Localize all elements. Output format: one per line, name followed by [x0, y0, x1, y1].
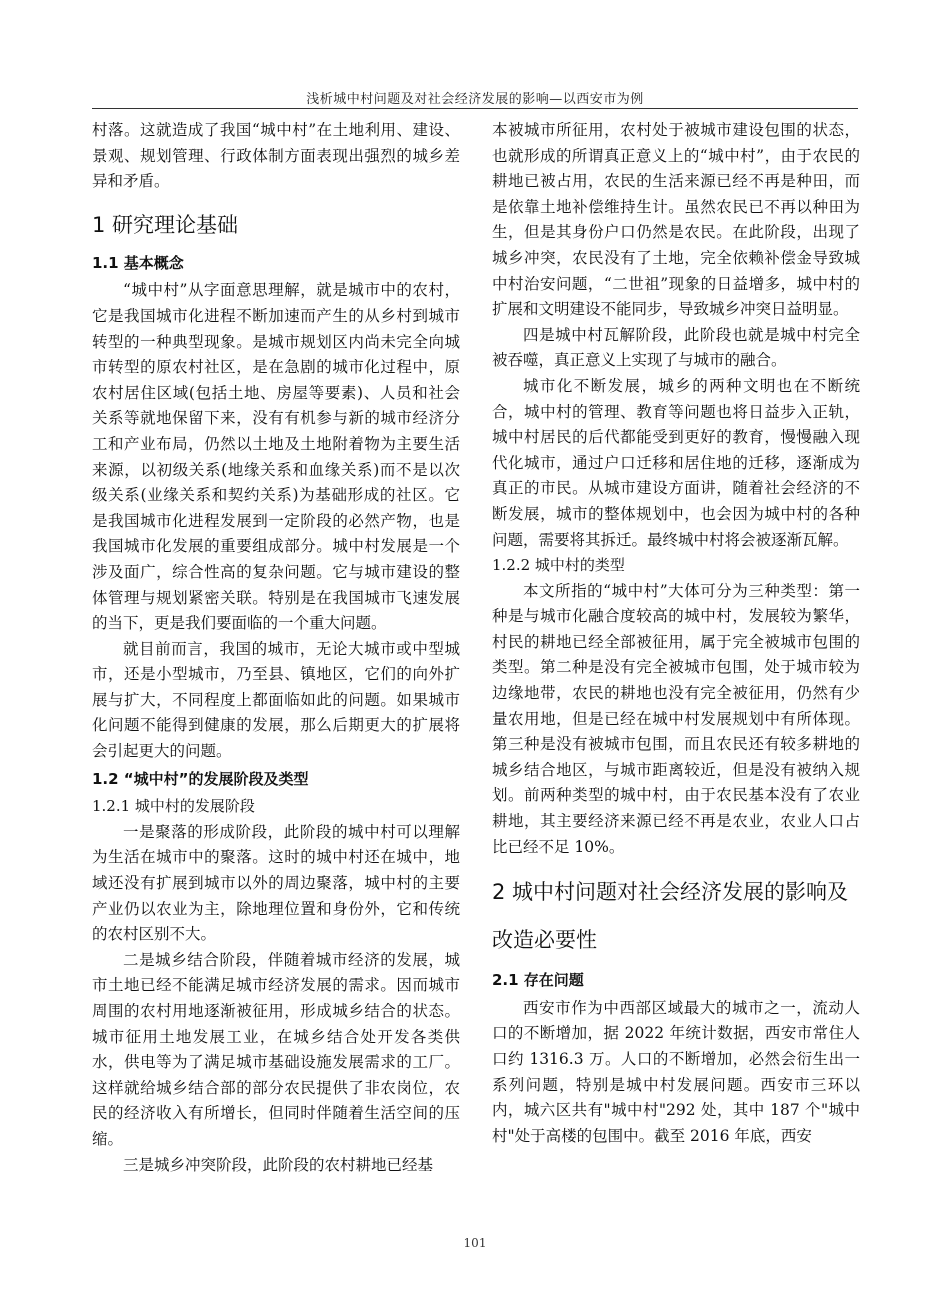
- paragraph-types: 本文所指的“城中村”大体可分为三种类型：第一种是与城市化融合度较高的城中村，发展较为繁华，村民的耕地已经全部被征用，属于完全被城市包围的类型。第二种是没有完全被城市包围，处于城市较为边缘地带，农民的耕地也没有完全被征用，仍然有少量农用地，但是已经在城中村发展规划中有所体现。第三种是没有被城市包围，而且农民还有较多耕地的城乡结合地区，与城市距离较近，但是没有被纳入规划。前两种类型的城中村，由于农民基本没有了农业耕地，其主要经济来源已经不再是农业，农业人口占比已经不足 10%。: [492, 581, 860, 856]
- paragraph-urbanization: 城市化不断发展，城乡的两种文明也在不断统合，城中村的管理、教育等问题也将日益步入正轨，城中村居民的后代都能受到更好的教育，慢慢融入现代化城市，通过户口迁移和居住地的迁移，逐渐成为真正的市民。从城市建设方面讲，随着社会经济的不断发展，城市的整体规划中，也会因为城中村的各种问题，需要将其拆迁。最终城中村将会被逐渐瓦解。: [492, 376, 860, 549]
- paragraph-stage-1: 一是聚落的形成阶段，此阶段的城中村可以理解为生活在城市中的聚落。这时的城中村还在城中，地域还没有扩展到城市以外的周边聚落，城中村的主要产业仍以农业为主，除地理位置和身份外，它和传统的农村区别不大。: [92, 822, 460, 944]
- paragraph-concept-2: 就目前而言，我国的城市，无论大城市或中型城市，还是小型城市，乃至县、镇地区，它们的向外扩展与扩大，不同程度上都面临如此的问题。如果城市化问题不能得到健康的发展，那么后期更大的扩展将会引起更大的问题。: [92, 639, 460, 761]
- subsection-2-1-heading: 2.1 存在问题: [492, 971, 584, 990]
- section-1-heading: 1 研究理论基础: [92, 212, 239, 237]
- section-2-heading: 2 城中村问题对社会经济发展的影响及改造必要性: [492, 880, 849, 953]
- header-divider: [92, 108, 858, 109]
- paragraph-problems: 西安市作为中西部区域最大的城市之一，流动人口的不断增加，据 2022 年统计数据，西安市常住人口约 1316.3 万。人口的不断增加，必然会衍生出一系列问题，特别是城中村发展问题。西安市三环以内，城六区共有"城中村"292 处，其中 187 个"城中村"处于高楼的包围中。截至 2016 年底，西安: [492, 998, 860, 1145]
- subsection-1-2-heading: 1.2 “城中村”的发展阶段及类型: [92, 769, 309, 788]
- right-column: [492, 118, 860, 1149]
- left-column: [92, 118, 460, 1178]
- running-header: 浅析城中村问题及对社会经济发展的影响—以西安市为例: [306, 92, 644, 107]
- subsection-1-1-heading: 1.1 基本概念: [92, 253, 184, 272]
- subsection-1-2-1-heading: 1.2.1 城中村的发展阶段: [92, 797, 255, 816]
- paragraph-concept-1: “城中村”从字面意思理解，就是城市中的农村，它是我国城市化进程不断加速而产生的从乡村到城市转型的一种典型现象。是城市规划区内尚未完全向城市转型的原农村社区，是在急剧的城市化过程中，原农村居住区域(包括土地、房屋等要素)、人员和社会关系等就地保留下来，没有有机参与新的城市经济分工和产业布局，仍然以土地及土地附着物为主要生活来源，以初级关系(地缘关系和血缘关系)而不是以次级关系(业缘关系和契约关系)为基础形成的社区。它是我国城市化进程发展到一定阶段的必然产物，也是我国城市化发展的重要组成部分。城中村发展是一个涉及面广，综合性高的复杂问题。它与城市建设的整体管理与规划紧密关联。特别是在我国城市飞速发展的当下，更是我们要面临的一个重大问题。: [92, 281, 460, 633]
- paragraph-continued: 村落。这就造成了我国“城中村”在土地利用、建设、景观、规划管理、行政体制方面表现出强烈的城乡差异和矛盾。: [92, 121, 460, 191]
- paragraph-stage-3-start: 三是城乡冲突阶段，此阶段的农村耕地已经基: [123, 1155, 434, 1174]
- paragraph-stage-4: 四是城中村瓦解阶段，此阶段也就是城中村完全被吞噬，真正意义上实现了与城市的融合。: [492, 325, 860, 370]
- paragraph-stage-3-cont: 本被城市所征用，农村处于被城市建设包围的状态，也就形成的所谓真正意义上的“城中村”，由于农民的耕地已被占用，农民的生活来源已经不再是种田，而是依靠土地补偿维持生计。虽然农民已不再以种田为生，但是其身份户口仍然是农民。在此阶段，出现了城乡冲突，农民没有了土地，完全依赖补偿金导致城中村治安问题，“二世祖”现象的日益增多，城中村的扩展和文明建设不能同步，导致城乡冲突日益明显。: [492, 121, 860, 319]
- page-number: 101: [463, 1236, 487, 1250]
- paragraph-stage-2: 二是城乡结合阶段，伴随着城市经济的发展，城市土地已经不能满足城市经济发展的需求。因而城市周围的农村用地逐渐被征用，形成城乡结合的状态。城市征用土地发展工业，在城乡结合处开发各类供水，供电等为了满足城市基础设施发展需求的工厂。这样就给城乡结合部的部分农民提供了非农岗位，农民的经济收入有所增长，但同时伴随着生活空间的压缩。: [92, 950, 460, 1148]
- subsection-1-2-2-heading: 1.2.2 城中村的类型: [492, 556, 625, 575]
